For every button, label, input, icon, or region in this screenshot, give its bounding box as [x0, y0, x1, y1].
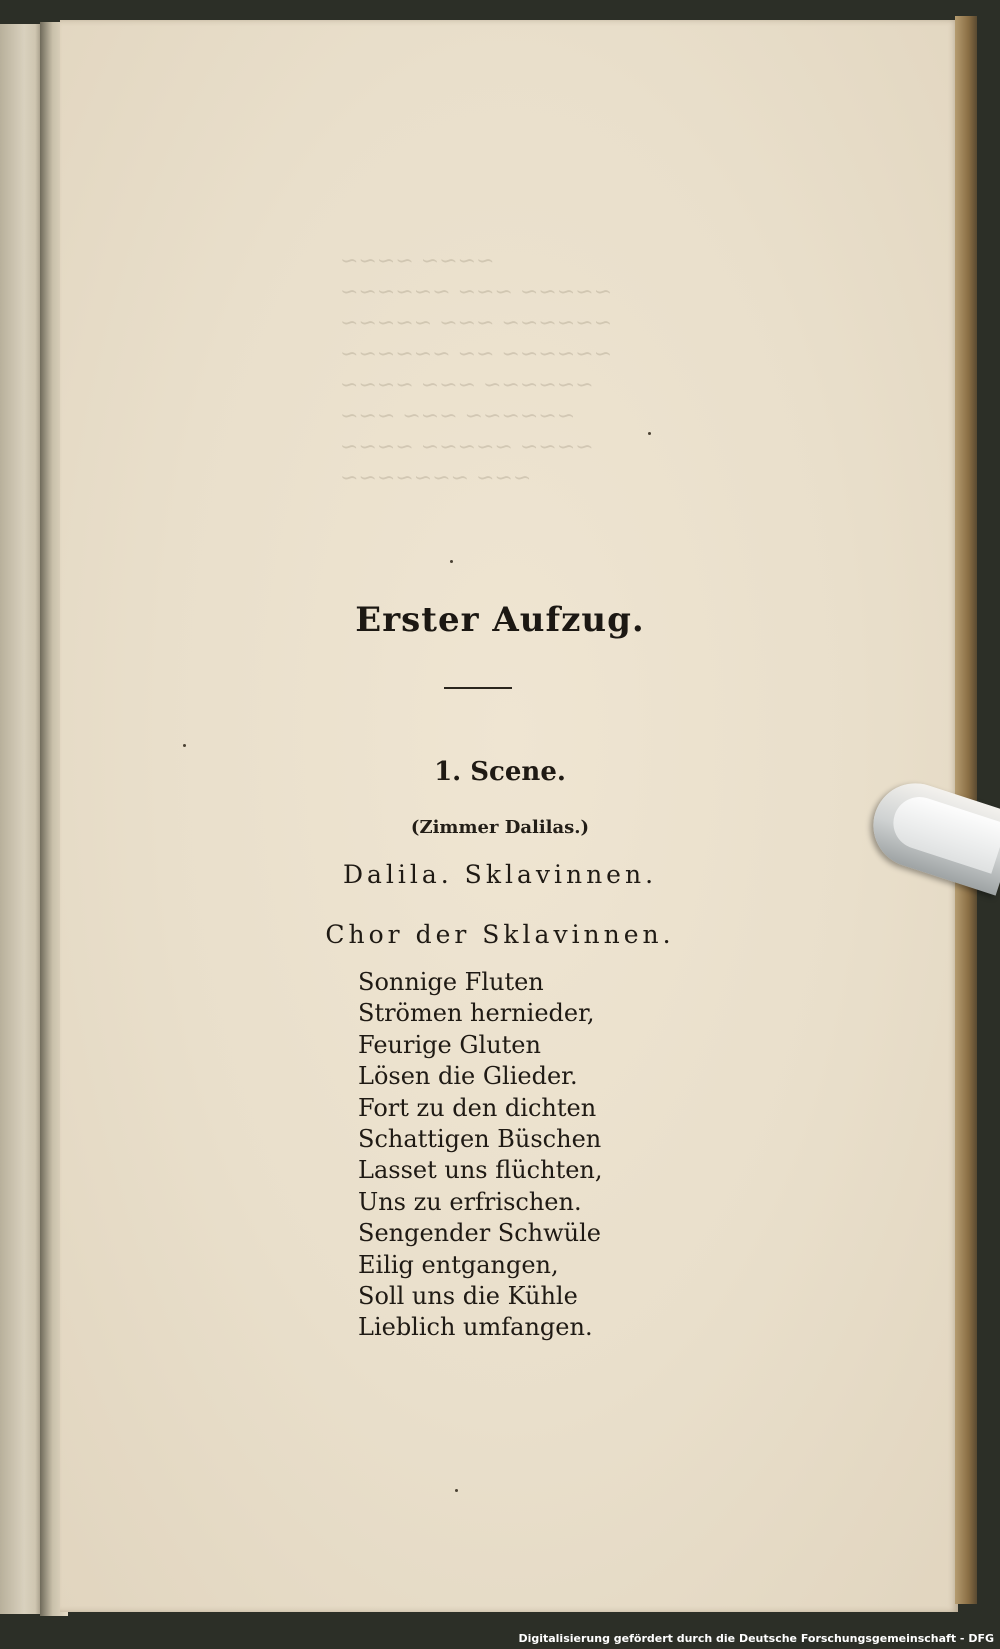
- paper-speck: [450, 560, 453, 563]
- character-list: Dalila. Sklavinnen.: [342, 860, 658, 889]
- verse-line: Lasset uns flüchten,: [358, 1156, 603, 1185]
- verse-block: [358, 967, 603, 1344]
- verse-line: Feurige Gluten: [358, 1030, 541, 1059]
- scene-title: 1. Scene.: [434, 757, 566, 787]
- verse-line: Soll uns die Kühle: [358, 1282, 578, 1311]
- paper-speck: [648, 432, 651, 435]
- paper-speck: [183, 744, 186, 747]
- digitization-credit: Digitalisierung gefördert durch die Deutsche Forschungsgemeinschaft - DFG: [518, 1632, 994, 1645]
- stage-direction: (Zimmer Dalilas.): [410, 817, 590, 838]
- chorus-title: Chor der Sklavinnen.: [325, 920, 675, 949]
- verse-line: Sonnige Fluten: [358, 968, 544, 996]
- verse-line: Strömen hernieder,: [358, 999, 595, 1028]
- paper-speck: [455, 1489, 458, 1492]
- verse-line: Schattigen Büschen: [358, 1125, 602, 1154]
- verse-line: Lösen die Glieder.: [358, 1062, 578, 1091]
- verse-line: Sengender Schwüle: [358, 1219, 602, 1248]
- verse-line: Eilig entgangen,: [358, 1250, 559, 1279]
- verse-line: Uns zu erfrischen.: [358, 1187, 582, 1216]
- act-heading: Erster Aufzug.: [355, 600, 645, 640]
- heading-divider: [444, 687, 512, 689]
- verse-line: Fort zu den dichten: [358, 1093, 597, 1122]
- show-through-text-top: ~~~~ ~~~~ ~~~~~ ~~~ ~~~~~~ ~~~~~~ ~~~ ~~~~~ ~~~~~~ ~~ ~~~~~~ ~~~~~~ ~~~ ~~~~ ~~~~~~ ~~~ ~~~ ~~~~ ~~~~~ ~~~~ ~~~ ~~~~~~~: [340, 249, 613, 491]
- verse-line: Lieblich umfangen.: [358, 1313, 593, 1342]
